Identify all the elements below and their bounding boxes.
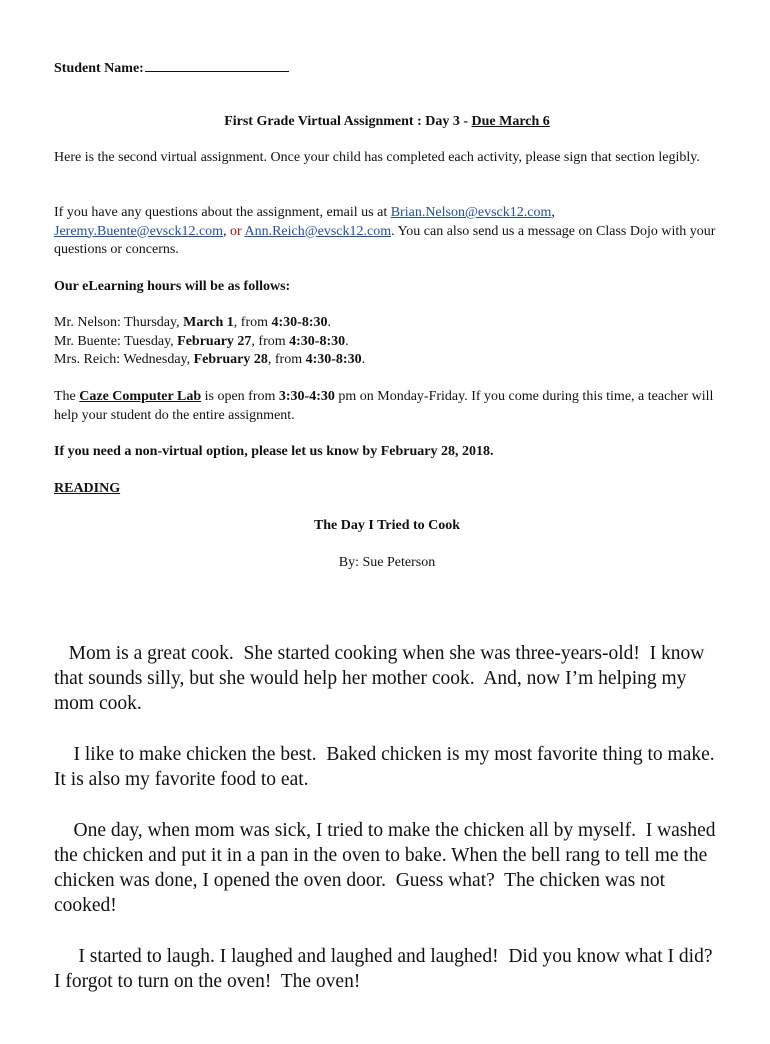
assignment-title-text: First Grade Virtual Assignment : Day 3 - [224, 114, 472, 129]
hours-row-nelson [54, 314, 720, 333]
nonvirtual-text: If you need a non-virtual option, please let us know by February 28, 2018. [54, 444, 494, 459]
intro-paragraph [54, 149, 720, 168]
student-name-label: Student Name: [54, 61, 144, 76]
hours-date: February 27 [177, 333, 252, 349]
contact-or: or [230, 223, 242, 239]
hours-heading-text: Our eLearning hours will be as follows: [54, 279, 291, 294]
hours-list [54, 314, 720, 370]
story-paragraph-4 [54, 894, 723, 1044]
story-text: One day, when mom was sick, I tried to make the chicken all by myself. I washed the chicken and put it in a pan in the oven to bake. When the bell rang to tell me the chicken was done, I opened the oven door. Guess what? The chicken was not cooked! [54, 820, 721, 916]
email-link-nelson[interactable]: Brian.Nelson@evsck12.com [390, 205, 552, 220]
assignment-title [54, 113, 720, 132]
story-byline [54, 554, 720, 573]
hours-heading [54, 278, 720, 297]
lab-rest: pm on Monday-Friday. If you come during this time, a teacher will help your student do the entire assignment. [54, 389, 714, 423]
hours-from: , from [233, 315, 272, 330]
due-date: Due March 6 [471, 114, 550, 129]
hours-from: , from [251, 333, 290, 349]
lab-paragraph [54, 388, 720, 425]
hours-date: March 1 [183, 315, 234, 330]
contact-lead: If you have any questions about the assignment, email us at [54, 205, 391, 220]
teacher-day: Mrs. Reich: Wednesday, [54, 352, 194, 367]
lab-time: 3:30-4:30 [278, 389, 335, 404]
document-page [54, 0, 725, 1024]
story-text: Mom is a great cook. She started cooking when she was three-years-old! I know that sounds silly, but she would help her mother cook. And, now I’m helping my mom cook. [54, 643, 710, 714]
contact-tail: . You can also send us a message on Class Dojo with your questions or concerns. [54, 223, 716, 257]
hours-time: 4:30-8:30 [305, 352, 362, 367]
contact-paragraph [54, 204, 720, 260]
student-name-blank[interactable] [145, 57, 289, 72]
contact-separator: , [551, 205, 555, 220]
hours-date: February 28 [193, 352, 268, 367]
lab-name: Caze Computer Lab [79, 389, 202, 404]
story-title [54, 517, 720, 536]
email-link-reich[interactable]: Ann.Reich@evsck12.com [244, 223, 392, 239]
contact-separator: , [223, 223, 231, 239]
story-title-text: The Day I Tried to Cook [313, 518, 461, 533]
email-link-buente[interactable]: Jeremy.Buente@evsck12.com [54, 223, 224, 239]
hours-time: 4:30-8:30 [271, 315, 328, 330]
hours-end: . [361, 352, 366, 367]
hours-from: , from [267, 352, 306, 367]
reading-heading [54, 480, 720, 499]
hours-row-reich [54, 351, 720, 370]
nonvirtual-notice [54, 443, 720, 462]
hours-time: 4:30-8:30 [289, 333, 346, 349]
lab-pre: The [54, 389, 80, 404]
hours-row-buente [54, 333, 720, 352]
story-text: I started to laugh. I laughed and laughed and laughed! Did you know what I did? I forgot to turn on the oven! The oven! [54, 946, 723, 992]
student-name-row [54, 57, 720, 79]
teacher-day: Mr. Nelson: Thursday, [54, 315, 184, 330]
story-byline-text: By: Sue Peterson [338, 555, 436, 570]
intro-text: Here is the second virtual assignment. Once your child has completed each activity, please sign that section legibly. [54, 150, 700, 165]
hours-end: . [327, 315, 332, 330]
teacher-day: Mr. Buente: Tuesday, [54, 333, 178, 349]
hours-end: . [345, 333, 349, 349]
reading-heading-text: READING [54, 481, 121, 496]
lab-mid: is open from [201, 389, 279, 404]
story-text: I like to make chicken the best. Baked chicken is my most favorite thing to make. It is also my favorite food to eat. [54, 744, 725, 790]
